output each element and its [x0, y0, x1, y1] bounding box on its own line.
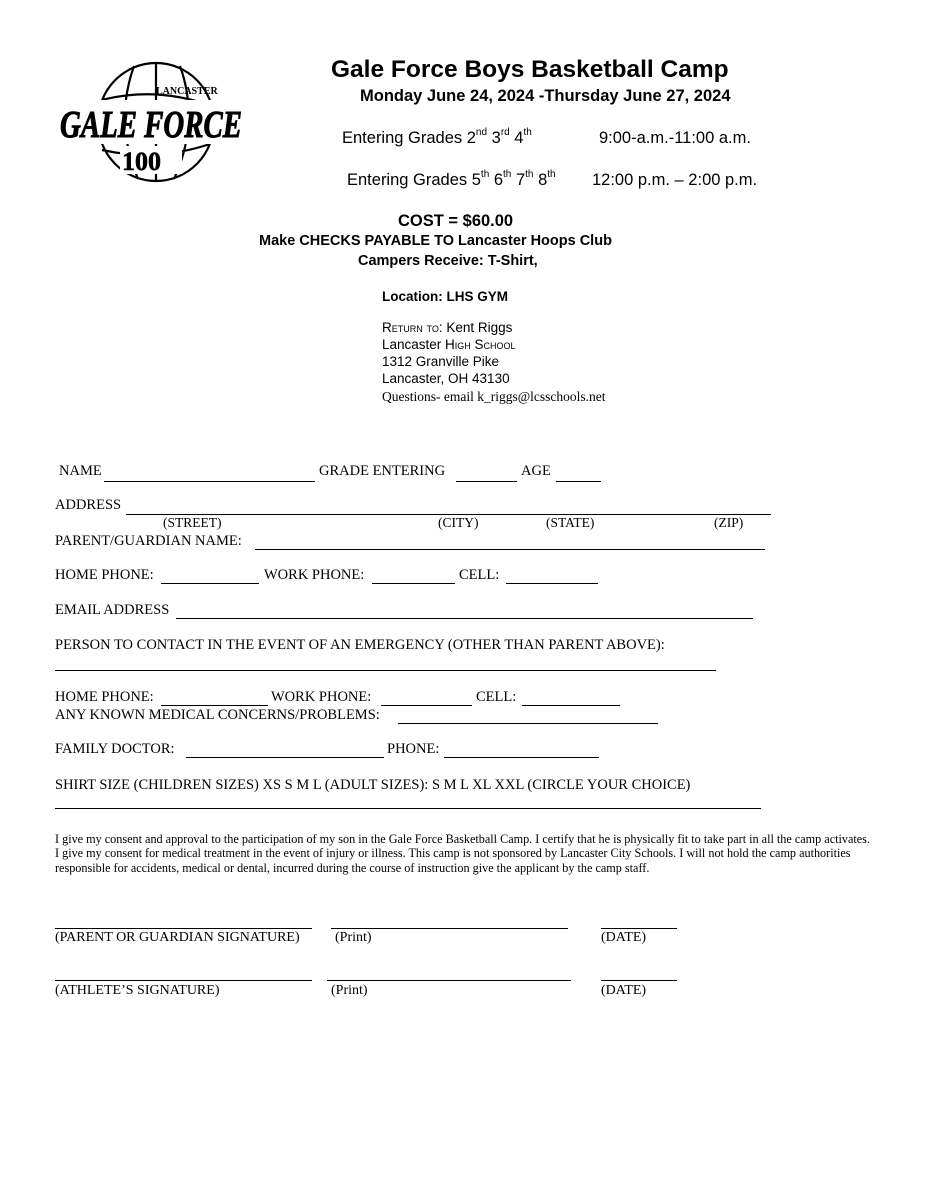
city-hint: (CITY) — [438, 515, 479, 530]
email-label: EMAIL ADDRESS — [55, 602, 170, 618]
medical-field[interactable] — [398, 723, 658, 724]
emergency-work-phone-label: WORK PHONE: — [271, 689, 372, 705]
camp-title: Gale Force Boys Basketball Camp — [331, 56, 729, 83]
emergency-home-phone-field[interactable] — [161, 705, 268, 706]
logo-number: 100 — [122, 147, 161, 176]
emergency-field[interactable] — [55, 670, 716, 671]
grade-label: GRADE ENTERING — [319, 463, 446, 479]
age-label: AGE — [521, 463, 551, 479]
emergency-work-phone-field[interactable] — [381, 705, 472, 706]
session-1-time: 9:00-a.m.-11:00 a.m. — [599, 129, 751, 147]
doctor-phone-field[interactable] — [444, 757, 599, 758]
parent-field[interactable] — [255, 549, 765, 550]
camp-dates: Monday June 24, 2024 -Thursday June 27, 2024 — [360, 87, 731, 105]
session-1-grades: Entering Grades 2nd 3rd 4th — [342, 127, 532, 147]
campers-receive: Campers Receive: T-Shirt, — [358, 253, 538, 269]
doctor-field[interactable] — [186, 757, 384, 758]
athlete-date-label: (DATE) — [601, 983, 647, 998]
return-city: Lancaster, OH 43130 — [382, 371, 510, 386]
parent-date-label: (DATE) — [601, 930, 647, 945]
work-phone-label: WORK PHONE: — [264, 567, 365, 583]
doctor-phone-label: PHONE: — [387, 741, 440, 757]
emergency-cell-label: CELL: — [476, 689, 517, 705]
athlete-print-field[interactable] — [327, 980, 571, 981]
name-label: NAME — [59, 463, 102, 479]
shirt-size-label: SHIRT SIZE (CHILDREN SIZES) XS S M L (ADULT SIZES): S M L XL XXL (CIRCLE YOUR CHOICE) — [55, 777, 691, 793]
emergency-home-phone-label: HOME PHONE: — [55, 689, 154, 705]
athlete-signature-field[interactable] — [55, 980, 312, 981]
emergency-label: PERSON TO CONTACT IN THE EVENT OF AN EMERGENCY (OTHER THAN PARENT ABOVE): — [55, 637, 665, 653]
return-school: Lancaster High School — [382, 337, 516, 352]
parent-signature-field[interactable] — [55, 928, 312, 929]
location: Location: LHS GYM — [382, 289, 508, 304]
address-label: ADDRESS — [55, 497, 122, 513]
parent-date-field[interactable] — [601, 928, 677, 929]
work-phone-field[interactable] — [372, 583, 455, 584]
athlete-print-label: (Print) — [331, 983, 368, 998]
parent-label: PARENT/GUARDIAN NAME: — [55, 533, 242, 549]
doctor-label: FAMILY DOCTOR: — [55, 741, 175, 757]
athlete-date-field[interactable] — [601, 980, 677, 981]
athlete-signature-label: (ATHLETE’S SIGNATURE) — [55, 983, 220, 998]
consent-paragraph: I give my consent and approval to the participation of my son in the Gale Force Basketball Camp. I certify that he is physically fit to take part in all the camp activates. I give my consent for medical treatment in the event of injury or illness. This camp is not sponsored by Lancaster City Schools. I will not hold the camp authorities responsible for accidents, medical or dental, incurred during the course of instruction give the applicant by the camp staff. — [55, 832, 870, 875]
name-field[interactable] — [104, 481, 315, 482]
state-hint: (STATE) — [546, 515, 595, 530]
street-hint: (STREET) — [163, 515, 222, 530]
return-street: 1312 Granville Pike — [382, 354, 500, 369]
home-phone-label: HOME PHONE: — [55, 567, 154, 583]
checks-payable: Make CHECKS PAYABLE TO Lancaster Hoops Club — [259, 233, 612, 249]
zip-hint: (ZIP) — [714, 515, 744, 530]
session-2-time: 12:00 p.m. – 2:00 p.m. — [592, 171, 758, 189]
medical-label: ANY KNOWN MEDICAL CONCERNS/PROBLEMS: — [55, 707, 380, 723]
parent-print-label: (Print) — [335, 930, 372, 945]
parent-signature-label: (PARENT OR GUARDIAN SIGNATURE) — [55, 930, 300, 945]
cell-field[interactable] — [506, 583, 598, 584]
return-to: Return to: Kent Riggs — [382, 320, 513, 335]
questions-email: Questions- email k_riggs@lcsschools.net — [382, 389, 606, 404]
parent-print-field[interactable] — [331, 928, 568, 929]
email-field[interactable] — [176, 618, 753, 619]
grade-field[interactable] — [456, 481, 517, 482]
shirt-size-field[interactable] — [55, 808, 761, 809]
emergency-cell-field[interactable] — [522, 705, 620, 706]
session-2-grades: Entering Grades 5th 6th 7th 8th — [347, 169, 556, 189]
logo-main-text: GALE FORCE — [60, 104, 242, 146]
cell-label: CELL: — [459, 567, 500, 583]
logo-top-text: LANCASTER — [156, 86, 218, 97]
home-phone-field[interactable] — [161, 583, 259, 584]
cost: COST = $60.00 — [398, 212, 514, 230]
gale-force-logo — [52, 58, 248, 188]
age-field[interactable] — [556, 481, 601, 482]
